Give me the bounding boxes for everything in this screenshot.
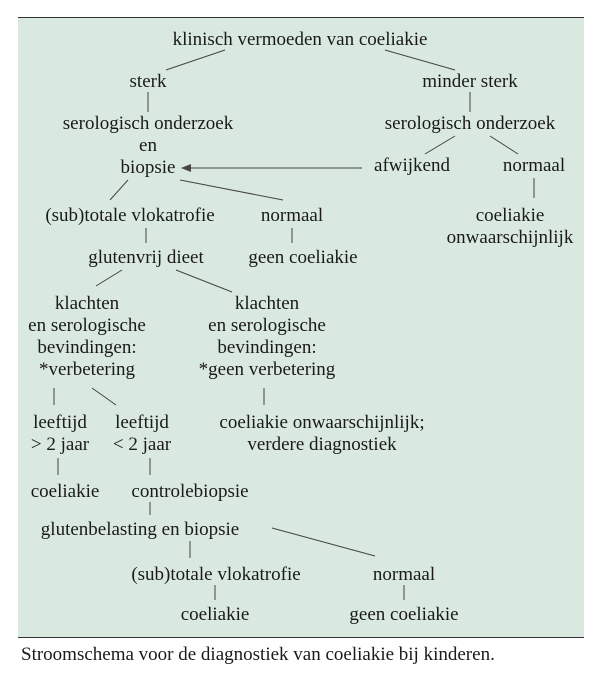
edge-glutenvrij-verbetering <box>96 270 122 286</box>
node-afwijkend: afwijkend <box>374 155 450 176</box>
node-controlebiopsie: controlebiopsie <box>131 481 249 502</box>
node-line: en serologische <box>28 315 146 336</box>
node-vlokatrofie-2: (sub)totale vlokatrofie <box>131 564 301 585</box>
edge-glutenvrij-geenverbetering <box>176 270 232 292</box>
node-vlokatrofie-1: (sub)totale vlokatrofie <box>45 205 215 226</box>
node-coeliakie-2: coeliakie <box>180 604 250 625</box>
node-line: *geen verbetering <box>198 359 336 380</box>
node-coeliakie-onwaarschijnlijk-verder <box>219 412 424 456</box>
node-line: en serologische <box>208 315 326 336</box>
node-line: klachten <box>54 293 120 314</box>
node-line: coeliakie onwaarschijnlijk; <box>219 412 425 433</box>
node-line: biopsie <box>120 157 176 178</box>
node-line: leeftijd <box>115 412 169 433</box>
node-geen-coeliakie-1: geen coeliakie <box>248 247 358 268</box>
node-line: > 2 jaar <box>30 434 90 455</box>
edge-root-minder <box>385 50 455 70</box>
edge-root-sterk <box>166 50 225 70</box>
node-klachten-verbetering <box>28 293 146 381</box>
edge-belasting-normaal2 <box>272 528 375 556</box>
node-line: *verbetering <box>38 359 135 380</box>
node-geen-coeliakie-2: geen coeliakie <box>349 604 459 625</box>
node-line: serologisch onderzoek <box>62 113 234 134</box>
node-line: coeliakie <box>475 205 545 226</box>
node-glutenbelasting-en-biopsie: glutenbelasting en biopsie <box>40 519 240 540</box>
node-normaal-2: normaal <box>372 564 436 585</box>
node-sterk: sterk <box>129 71 167 92</box>
node-coeliakie-1: coeliakie <box>30 481 100 502</box>
edge-verbetering-lt2 <box>92 388 116 405</box>
node-glutenvrij-dieet: glutenvrij dieet <box>88 247 204 268</box>
node-klachten-geen-verbetering <box>199 293 336 381</box>
edge-biopsie-normaal <box>180 180 283 200</box>
node-serologisch-right: serologisch onderzoek <box>384 113 556 134</box>
node-leeftijd-lt2 <box>113 412 171 456</box>
figure-caption: Stroomschema voor de diagnostiek van coeliakie bij kinderen. <box>21 644 495 665</box>
edge-biopsie-vlok <box>110 180 128 200</box>
node-serologisch-en-biopsie <box>63 113 233 179</box>
node-normaal-1: normaal <box>260 205 324 226</box>
node-line: klachten <box>234 293 300 314</box>
edge-sero-normaal <box>490 136 518 154</box>
node-line: verdere diagnostiek <box>247 434 397 455</box>
node-coeliakie-onwaarschijnlijk-right <box>447 205 574 249</box>
node-line: onwaarschijnlijk <box>446 227 574 248</box>
node-line: bevindingen: <box>37 337 137 358</box>
node-minder-sterk: minder sterk <box>422 71 518 92</box>
node-normaal-right: normaal <box>502 155 566 176</box>
node-leeftijd-gt2 <box>31 412 89 456</box>
node-line: en <box>139 135 157 156</box>
edge-sero-afwijkend <box>425 136 455 154</box>
node-line: leeftijd <box>33 412 87 433</box>
node-root: klinisch vermoeden van coeliakie <box>172 29 428 50</box>
node-line: bevindingen: <box>217 337 317 358</box>
node-line: < 2 jaar <box>112 434 172 455</box>
